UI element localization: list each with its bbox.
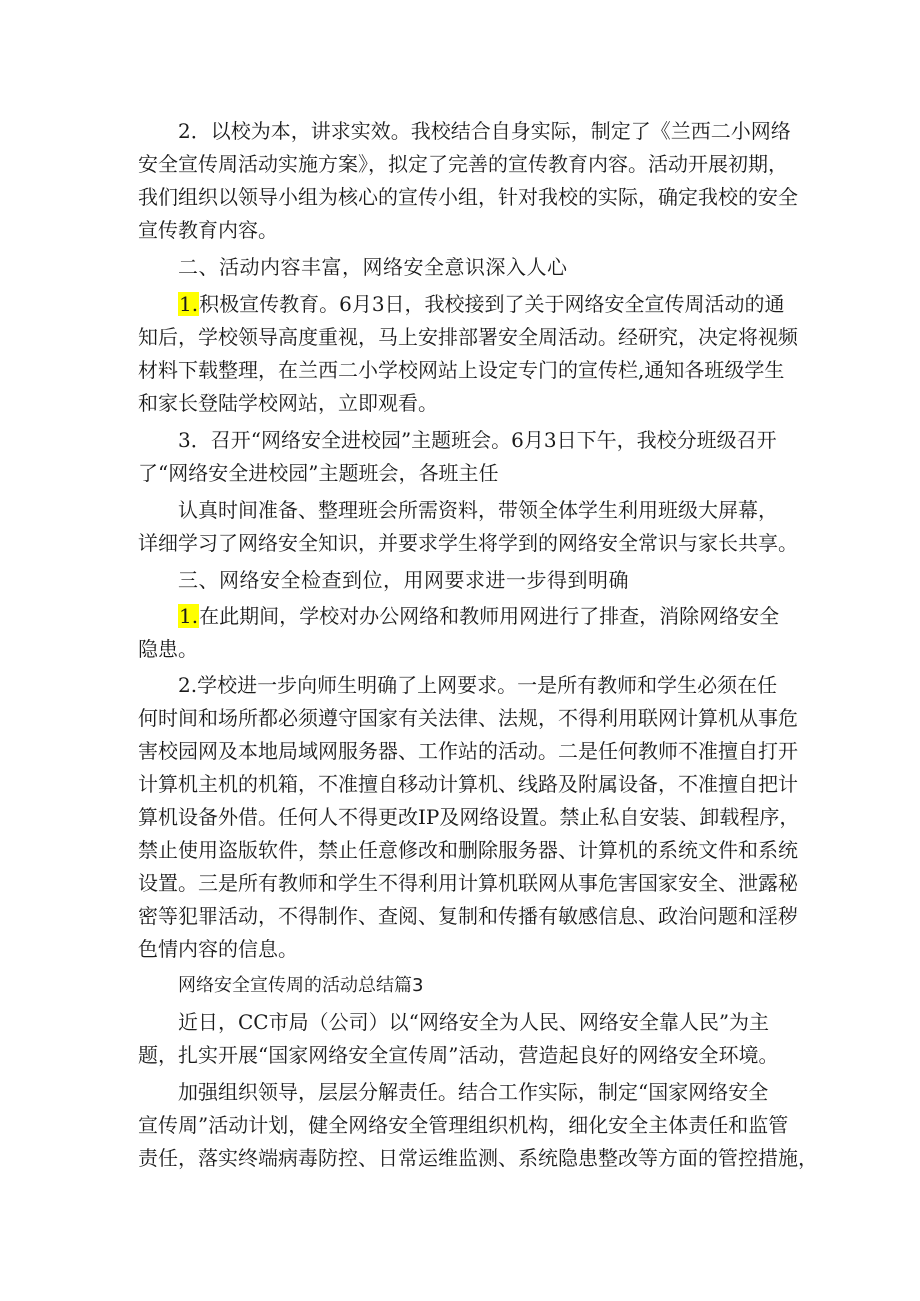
paragraph-line <box>178 493 878 527</box>
line-text: 密等犯罪活动，不得制作、查阅、复制和传播有敏感信息、政治问题和淫秽 <box>138 904 798 928</box>
paragraph-line <box>138 526 878 560</box>
paragraph-line <box>138 147 878 181</box>
paragraph-line <box>138 1038 878 1072</box>
line-text: 2.学校进一步向师生明确了上网要求。一是所有教师和学生必须在任 <box>178 673 778 697</box>
paragraph-line <box>178 599 878 633</box>
line-text: 何时间和场所都必须遵守国家有关法律、法规，不得利用联网计算机从事危 <box>138 706 798 730</box>
line-text: 算机设备外借。任何人不得更改IP及网络设置。禁止私自安装、卸载程序， <box>138 805 800 829</box>
paragraph-line <box>138 213 878 247</box>
paragraph-line <box>138 456 878 490</box>
line-text: 我们组织以领导小组为核心的宣传小组，针对我校的实际，确定我校的安全 <box>138 185 798 209</box>
paragraph-line <box>138 320 878 354</box>
paragraph-line <box>178 423 878 457</box>
line-text: 责任，落实终端病毒防控、日常运维监测、系统隐患整改等方面的管控措施， <box>138 1146 818 1170</box>
paragraph-line <box>178 1075 878 1109</box>
paragraph-line <box>178 668 878 702</box>
article-title <box>178 969 878 1003</box>
paragraph-line <box>138 767 878 801</box>
paragraph-line <box>138 632 878 666</box>
line-text: 了“网络安全进校园”主题班会，各班主任 <box>138 461 499 485</box>
line-text: 禁止使用盗版软件，禁止任意修改和删除服务器、计算机的系统文件和系统 <box>138 838 798 862</box>
paragraph-line <box>138 866 878 900</box>
line-text: 设置。三是所有教师和学生不得利用计算机联网从事危害国家安全、泄露秘 <box>138 871 798 895</box>
paragraph-line <box>138 734 878 768</box>
paragraph-line <box>138 932 878 966</box>
paragraph-line <box>138 800 878 834</box>
line-text: 在此期间，学校对办公网络和教师用网进行了排查，消除网络安全 <box>199 604 780 628</box>
line-text: 2．以校为本，讲求实效。我校结合自身实际，制定了《兰西二小网络 <box>178 119 791 143</box>
highlighted-list-marker: 1. <box>179 292 199 316</box>
paragraph-line <box>138 899 878 933</box>
line-text: 计算机主机的机箱，不准擅自移动计算机、线路及附属设备，不准擅自把计 <box>138 772 798 796</box>
section-heading-text: 三、网络安全检查到位，用网要求进一步得到明确 <box>178 568 629 592</box>
line-text: 3．召开“网络安全进校园”主题班会。6月3日下午，我校分班级召开 <box>178 428 777 452</box>
line-text: 宣传周”活动计划，健全网络安全管理组织机构，细化安全主体责任和监管 <box>138 1113 789 1137</box>
line-text: 积极宣传教育。6月3日，我校接到了关于网络安全宣传周活动的通 <box>199 292 785 316</box>
line-text: 色情内容的信息。 <box>138 937 298 961</box>
section-heading <box>178 250 878 284</box>
line-text: 安全宣传周活动实施方案》，拟定了完善的宣传教育内容。活动开展初期， <box>138 152 788 176</box>
paragraph-line <box>138 701 878 735</box>
section-heading-text: 二、活动内容丰富，网络安全意识深入人心 <box>178 255 568 279</box>
paragraph-line <box>138 386 878 420</box>
line-text: 详细学习了网络安全知识，并要求学生将学到的网络安全常识与家长共享。 <box>138 531 798 555</box>
line-text: 材料下载整理，在兰西二小学校网站上设定专门的宣传栏,通知各班级学生 <box>138 358 785 382</box>
paragraph-line <box>138 353 878 387</box>
line-text: 宣传教育内容。 <box>138 218 278 242</box>
paragraph-line <box>178 114 878 148</box>
paragraph-line <box>178 1005 878 1039</box>
line-text: 和家长登陆学校网站，立即观看。 <box>138 391 438 415</box>
line-text: 题，扎实开展“国家网络安全宣传周”活动，营造起良好的网络安全环境。 <box>138 1043 779 1067</box>
paragraph-line <box>178 287 878 321</box>
article-title-text: 网络安全宣传周的活动总结篇3 <box>178 975 424 996</box>
line-text: 认真时间准备、整理班会所需资料，带领全体学生利用班级大屏幕， <box>178 498 778 522</box>
line-text: 隐患。 <box>138 637 198 661</box>
paragraph-line <box>138 1108 878 1142</box>
section-heading <box>178 563 878 597</box>
line-text: 近日，CC市局（公司）以“网络安全为人民、网络安全靠人民”为主 <box>178 1010 770 1034</box>
line-text: 加强组织领导，层层分解责任。结合工作实际，制定“国家网络安全 <box>178 1080 769 1104</box>
line-text: 知后，学校领导高度重视，马上安排部署安全周活动。经研究，决定将视频 <box>138 325 798 349</box>
paragraph-line <box>138 833 878 867</box>
paragraph-line <box>138 180 878 214</box>
line-text: 害校园网及本地局域网服务器、工作站的活动。二是任何教师不准擅自打开 <box>138 739 798 763</box>
highlighted-list-marker: 1. <box>179 604 199 628</box>
paragraph-line <box>138 1141 878 1175</box>
